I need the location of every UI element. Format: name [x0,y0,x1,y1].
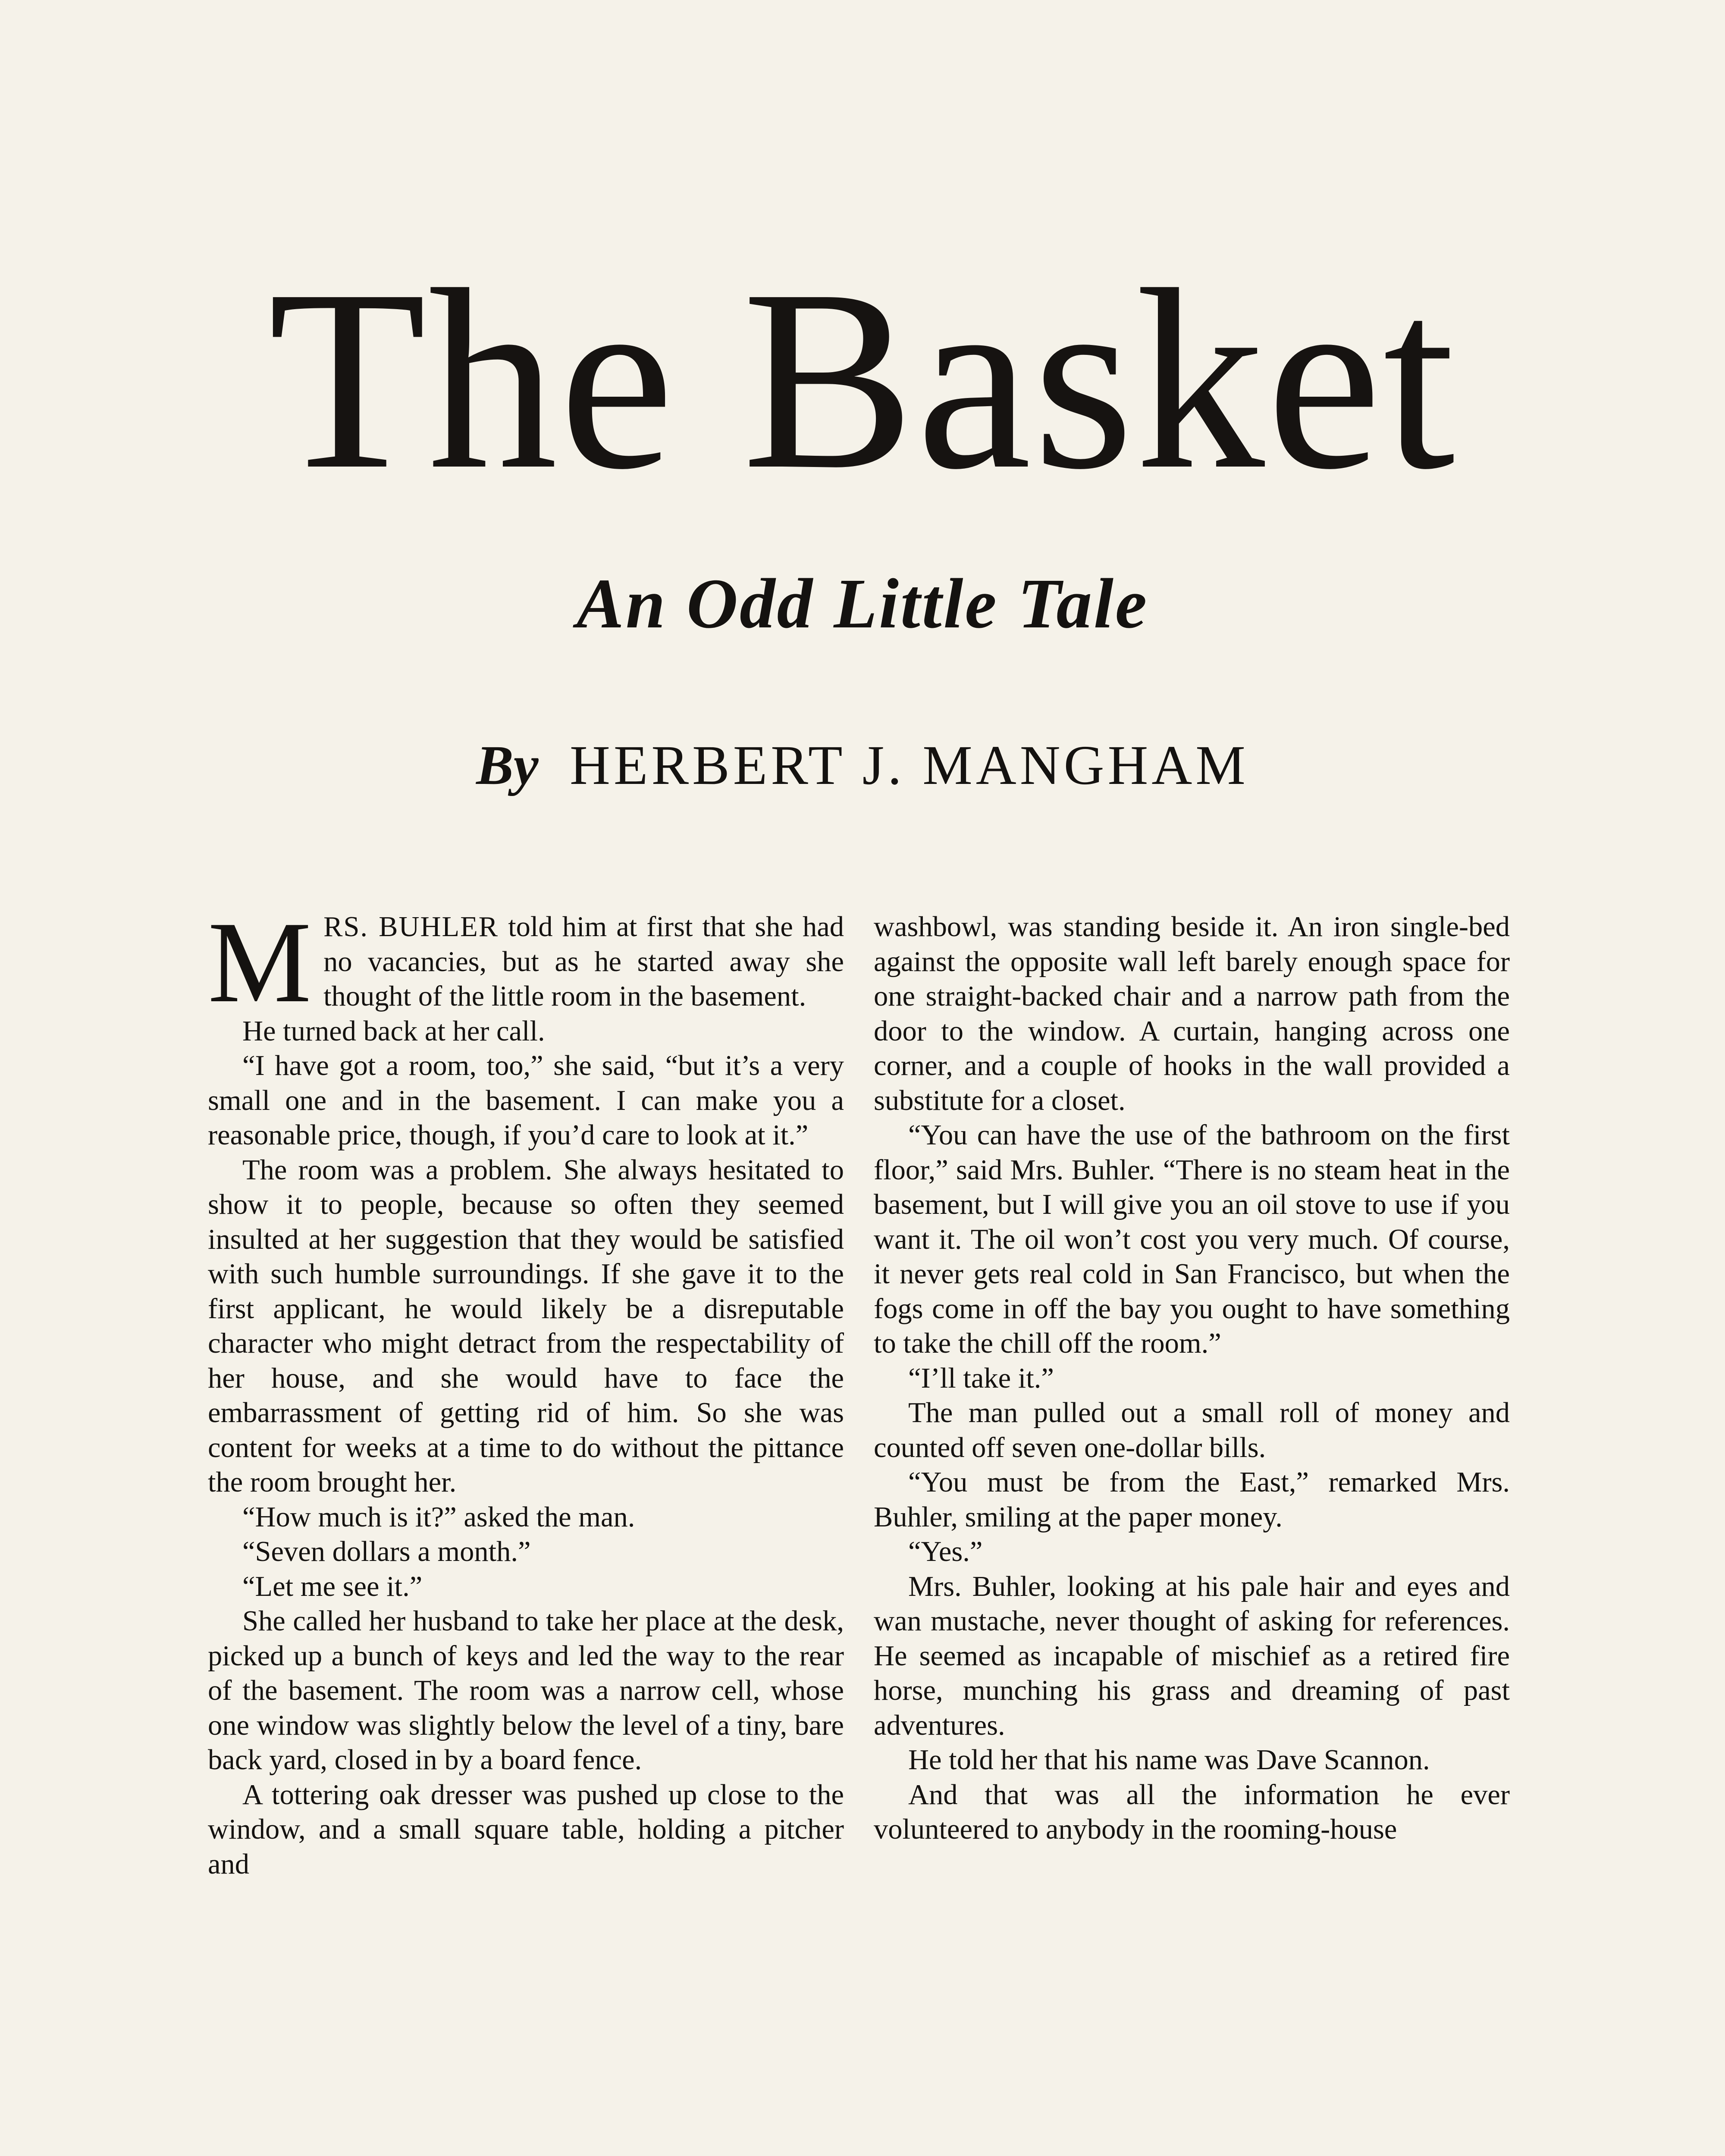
paragraph: “You can have the use of the bathroom on the first floor,” said Mrs. Buhler. “There is no steam heat in the basement, but I will give you an oil stove to use if you want it. The oil won’t cost you very much. Of course, it never gets real cold in San Francisco, but when the fogs come in off the bay you ought to have something to take the chill off the room.” [874,1119,1510,1359]
byline [0,729,1725,802]
paragraph: He turned back at her call. [242,1015,545,1047]
paragraph: “Let me see it.” [242,1570,423,1602]
left-column [208,898,844,1882]
paragraph: She called her husband to take her place at the desk, picked up a bunch of keys and led the way to the rear of the basement. The room was a narrow cell, whose one window was slightly below the level of a tiny, bare back yard, closed in by a board fence. [208,1605,844,1776]
paragraph: “Yes.” [908,1536,983,1567]
story-subtitle: An Odd Little Tale [576,564,1149,643]
drop-cap: M [208,898,312,1027]
paragraph: “I’ll take it.” [908,1362,1054,1394]
opening-paragraph [208,898,844,1027]
paragraph: “You must be from the East,” remarked Mrs. Buhler, smiling at the paper money. [874,1467,1510,1533]
paragraph: A tottering oak dresser was pushed up close to the window, and a small square table, holding a pitcher and [208,1779,844,1880]
opening-words: RS. BUHLER [323,911,499,943]
author-name: HERBERT J. MANGHAM [570,734,1249,796]
paragraph: “I have got a room, too,” she said, “but it’s a very small one and in the basement. I can make you a reasonable price, though, if you’d care to look at it.” [208,1050,844,1151]
paragraph: The room was a problem. She always hesitated to show it to people, because so often they seemed insulted at her suggestion that they would be satisfied with such humble surroundings. If she gave it to the first applicant, he would likely be a disreputable character who might detract from the respectability of her house, and she would have to face the embarrassment of getting rid of him. So she was content for weeks at a time to do without the pittance the room brought her. [208,1154,844,1498]
story-title: The Basket [268,236,1457,523]
byline-prefix: By [476,734,539,796]
paragraph: And that was all the information he ever volunteered to anybody in the rooming-house [874,1779,1510,1845]
paragraph-text: told him at first that she had no vacancies, but as he started away she thought of the little room in the basement. [323,911,844,1012]
paragraph: “How much is it?” asked the man. [242,1501,635,1533]
paragraph: Mrs. Buhler, looking at his pale hair and eyes and wan mustache, never thought of asking for references. He seemed as incapable of mischief as a retired fire horse, munching his grass and dreaming of past adventures. [874,1570,1510,1741]
paragraph-continuation: washbowl, was standing beside it. An iron single-bed against the opposite wall left barely enough space for one straight-backed chair and a narrow path from the door to the window. A curtain, hanging across one corner, and a couple of hooks in the wall provided a substitute for a closet. [874,911,1510,1116]
right-column [874,910,1510,1847]
paragraph: The man pulled out a small roll of money and counted off seven one-dollar bills. [874,1397,1510,1463]
paragraph: He told her that his name was Dave Scannon. [908,1744,1430,1776]
paragraph: “Seven dollars a month.” [242,1536,531,1567]
